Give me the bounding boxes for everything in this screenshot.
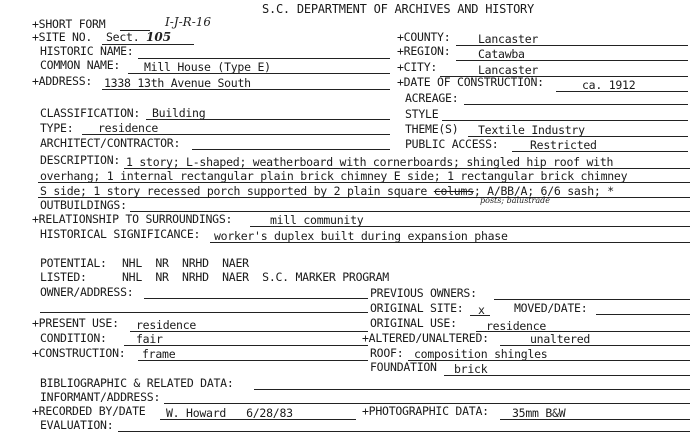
construction-value: frame (142, 347, 176, 361)
themes-value: Textile Industry (478, 123, 585, 137)
roof-underline (408, 360, 690, 361)
description-line-3-end: ; A/BB/A; 6/6 sash; * (473, 184, 614, 198)
type-underline (82, 134, 390, 135)
classification-label: CLASSIFICATION: (40, 106, 141, 120)
region-label: +REGION: (397, 44, 451, 58)
original-site-label: ORIGINAL SITE: (370, 301, 464, 315)
listed-options: NHL NR NRHD NAER S.C. MARKER PROGRAM (122, 270, 389, 284)
common-name-label: COMMON NAME: (40, 58, 121, 72)
classification-value: Building (152, 106, 206, 120)
photographic-underline (500, 419, 690, 420)
previous-owners-underline (494, 299, 690, 300)
county-value: Lancaster (478, 32, 539, 46)
moved-underline (596, 314, 690, 315)
owner-label: OWNER/ADDRESS: (40, 285, 134, 299)
present-use-underline (130, 331, 368, 332)
address-label: +ADDRESS: (32, 74, 93, 88)
address-underline (102, 89, 390, 90)
region-underline (456, 60, 688, 61)
date-label: +DATE OF CONSTRUCTION: (397, 75, 544, 89)
type-label: TYPE: (40, 121, 74, 135)
form-header: S.C. DEPARTMENT OF ARCHIVES AND HISTORY (262, 2, 535, 16)
type-value: residence (98, 121, 159, 135)
description-handwritten-note: posts; balustrade (480, 196, 550, 205)
relationship-underline (250, 226, 690, 227)
foundation-underline (444, 375, 690, 376)
significance-value: worker's duplex built during expansion phase (214, 229, 508, 243)
description-underline-3 (38, 197, 690, 198)
description-struck-word: colums (433, 184, 474, 198)
evaluation-label: EVALUATION: (40, 418, 114, 432)
outbuildings-label: OUTBUILDINGS: (40, 198, 127, 212)
historic-name-underline (138, 58, 390, 59)
recorded-label: +RECORDED BY/DATE (32, 404, 146, 418)
altered-underline (500, 345, 690, 346)
listed-label: LISTED: (40, 270, 87, 284)
original-use-label: ORIGINAL USE: (370, 316, 457, 330)
historic-name-label: HISTORIC NAME: (40, 44, 134, 58)
public-access-label: PUBLIC ACCESS: (405, 137, 499, 151)
short-form-label: +SHORT FORM (32, 17, 106, 31)
altered-value: unaltered (530, 332, 591, 346)
acreage-underline (464, 104, 688, 105)
style-underline (442, 120, 688, 121)
public-access-value: Restricted (530, 138, 597, 152)
roof-value: composition shingles (414, 347, 548, 361)
site-no-label: +SITE NO. (32, 30, 93, 44)
short-form-handwritten-value: I-J-R-16 (165, 15, 212, 29)
condition-label: CONDITION: (40, 331, 107, 345)
architect-underline (192, 149, 390, 150)
photographic-value: 35mm B&W (512, 406, 566, 420)
potential-options: NHL NR NRHD NAER (122, 256, 249, 270)
moved-label: MOVED/DATE: (514, 301, 588, 315)
foundation-label: FOUNDATION (370, 360, 437, 374)
acreage-label: ACREAGE: (405, 91, 459, 105)
construction-label: +CONSTRUCTION: (32, 346, 126, 360)
style-label: STYLE (405, 107, 439, 121)
present-use-value: residence (136, 318, 197, 332)
roof-label: ROOF: (370, 346, 404, 360)
original-use-value: residence (486, 319, 547, 333)
recorded-value: W. Howard 6/28/83 (166, 406, 293, 420)
condition-underline (124, 345, 368, 346)
city-value: Lancaster (478, 63, 539, 77)
description-line-1: 1 story; L-shaped; weatherboard with cornerboards; shingled hip roof with (126, 155, 614, 169)
previous-owners-label: PREVIOUS OWNERS: (370, 286, 477, 300)
themes-underline (468, 136, 688, 137)
present-use-label: +PRESENT USE: (32, 316, 119, 330)
county-label: +COUNTY: (397, 30, 451, 44)
bibliographic-label: BIBLIOGRAPHIC & RELATED DATA: (40, 376, 234, 390)
foundation-value: brick (454, 362, 488, 376)
date-value: ca. 1912 (582, 78, 636, 92)
date-underline (556, 91, 688, 92)
owner-underline-2 (40, 312, 368, 313)
common-name-underline (128, 73, 390, 74)
condition-value: fair (136, 332, 163, 346)
informant-label: INFORMANT/ADDRESS: (40, 390, 161, 404)
themes-label: THEME(S) (405, 122, 459, 136)
potential-label: POTENTIAL: (40, 256, 107, 270)
county-underline (456, 45, 688, 46)
city-label: +CITY: (397, 60, 438, 74)
photographic-label: +PHOTOGRAPHIC DATA: (362, 404, 489, 418)
region-value: Catawba (478, 47, 525, 61)
altered-label: +ALTERED/UNALTERED: (362, 331, 489, 345)
description-line-2: overhang; 1 internal rectangular plain brick chimney E side; 1 rectangular brick chimney (40, 169, 628, 183)
bibliographic-underline (254, 389, 690, 390)
significance-label: HISTORICAL SIGNIFICANCE: (40, 227, 201, 241)
recorded-underline (160, 419, 356, 420)
public-access-underline (512, 151, 688, 152)
construction-underline (138, 360, 368, 361)
evaluation-underline (118, 431, 690, 432)
original-site-value: x (478, 303, 485, 317)
address-value: 1338 13th Avenue South (104, 76, 251, 90)
original-site-underline (470, 315, 490, 316)
relationship-value: mill community (270, 213, 364, 227)
significance-underline (210, 242, 690, 243)
architect-label: ARCHITECT/CONTRACTOR: (40, 136, 181, 150)
description-underline-2 (38, 182, 690, 183)
classification-underline (146, 119, 390, 120)
description-label: DESCRIPTION: (40, 153, 121, 167)
common-name-value: Mill House (Type E) (144, 60, 271, 74)
description-line-3-start: S side; 1 story recessed porch supported by 2 plain square (40, 184, 428, 198)
site-no-value: Sect. (106, 30, 140, 44)
relationship-label: +RELATIONSHIP TO SURROUNDINGS: (32, 212, 233, 226)
owner-underline (144, 298, 368, 299)
site-no-handwritten: 105 (146, 30, 172, 44)
